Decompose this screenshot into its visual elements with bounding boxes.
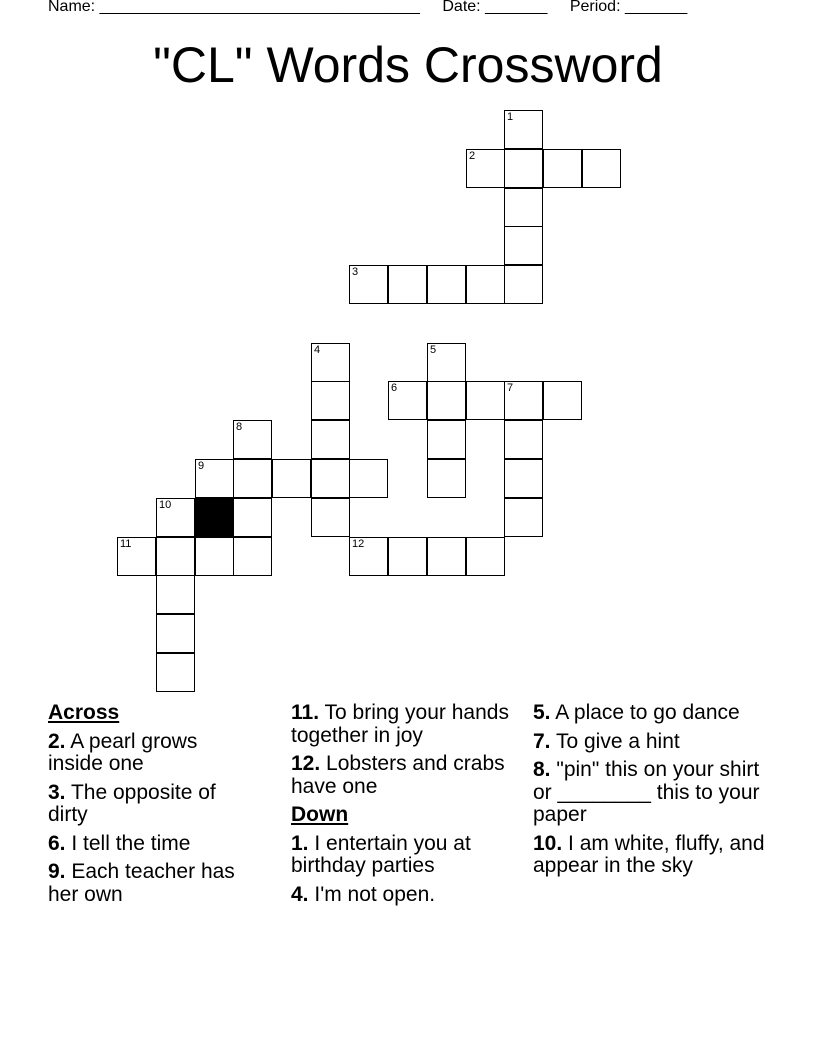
name-field: Name: ____________________________________ bbox=[48, 0, 420, 15]
clue-item-number: 2. bbox=[48, 729, 66, 753]
grid-cell[interactable] bbox=[233, 537, 272, 576]
grid-cell[interactable] bbox=[543, 149, 582, 188]
grid-cell[interactable] bbox=[156, 498, 195, 537]
period-field: Period: _______ bbox=[569, 0, 688, 15]
clue-number: 1 bbox=[507, 111, 514, 123]
down-heading: Down bbox=[291, 803, 349, 826]
grid-cell[interactable] bbox=[349, 459, 388, 498]
grid-cell[interactable] bbox=[195, 537, 234, 576]
grid-cell[interactable] bbox=[156, 537, 195, 576]
clue-number: 10 bbox=[159, 499, 172, 511]
clue-item-text: I am white, fluffy, and appear in the sky bbox=[533, 831, 765, 877]
across-heading: Across bbox=[48, 701, 120, 724]
clue-item-text: "pin" this on your shirt or ________ this to your paper bbox=[533, 758, 760, 826]
clue-item-text: To bring your hands together in joy bbox=[291, 701, 509, 747]
grid-cell[interactable] bbox=[195, 459, 234, 498]
clue-item-text: A pearl grows inside one bbox=[48, 729, 198, 775]
clue-item-number: 12. bbox=[291, 752, 321, 775]
grid-cell[interactable] bbox=[427, 537, 466, 576]
clue-item-text: A place to go dance bbox=[555, 701, 740, 724]
clue-item bbox=[533, 731, 783, 754]
grid-cell[interactable] bbox=[388, 381, 427, 420]
date-field: Date: _______ bbox=[442, 0, 548, 15]
grid-cell[interactable] bbox=[311, 498, 350, 537]
grid-cell[interactable] bbox=[543, 381, 582, 420]
clue-number: 3 bbox=[352, 266, 359, 278]
grid-cell[interactable] bbox=[466, 149, 505, 188]
grid-cell[interactable] bbox=[272, 459, 311, 498]
clue-number: 11 bbox=[120, 538, 132, 550]
grid-cell[interactable] bbox=[504, 110, 543, 149]
clue-item-text: The opposite of dirty bbox=[48, 780, 216, 826]
clue-item bbox=[291, 702, 516, 747]
grid-cell[interactable] bbox=[504, 149, 543, 188]
clue-item-number: 6. bbox=[48, 831, 66, 855]
grid-cell[interactable] bbox=[504, 420, 543, 459]
grid-cell[interactable] bbox=[504, 498, 543, 537]
grid-cell[interactable] bbox=[504, 459, 543, 498]
clue-column-3 bbox=[533, 702, 783, 884]
grid-cell[interactable] bbox=[233, 420, 272, 459]
clue-item bbox=[533, 759, 783, 827]
clue-number: 4 bbox=[314, 344, 321, 356]
page-title: "CL" Words Crossword bbox=[153, 37, 663, 93]
grid-cell[interactable] bbox=[233, 498, 272, 537]
grid-cell[interactable] bbox=[311, 381, 350, 420]
grid-cell[interactable] bbox=[311, 343, 350, 382]
clue-item bbox=[48, 731, 253, 776]
clue-item bbox=[48, 833, 253, 856]
clue-column-1 bbox=[48, 702, 253, 912]
grid-cell[interactable] bbox=[466, 265, 505, 304]
grid-cell[interactable] bbox=[427, 459, 466, 498]
clue-item bbox=[291, 753, 516, 798]
clue-item-text: I'm not open. bbox=[314, 882, 436, 906]
grid-cell[interactable] bbox=[582, 149, 621, 188]
clue-number: 6 bbox=[391, 382, 398, 394]
grid-cell[interactable] bbox=[349, 265, 388, 304]
clue-item-number: 1. bbox=[291, 831, 309, 855]
clue-item-number: 3. bbox=[48, 780, 66, 804]
clue-item-text: Lobsters and crabs have one bbox=[291, 752, 505, 798]
clue-number: 8 bbox=[236, 421, 243, 433]
clue-item bbox=[291, 833, 516, 878]
grid-cell[interactable] bbox=[504, 226, 543, 265]
clue-item-number: 9. bbox=[48, 860, 66, 883]
grid-cell[interactable] bbox=[156, 614, 195, 653]
clue-number: 5 bbox=[430, 344, 437, 356]
clue-item-text: I entertain you at birthday parties bbox=[291, 831, 471, 877]
clue-item-number: 10. bbox=[533, 831, 563, 855]
grid-cell[interactable] bbox=[466, 381, 505, 420]
clue-item-text: To give a hint bbox=[555, 729, 680, 753]
clue-item-text: I tell the time bbox=[71, 831, 191, 855]
grid-cell[interactable] bbox=[156, 653, 195, 692]
grid-cell[interactable] bbox=[466, 537, 505, 576]
clue-item bbox=[48, 861, 253, 906]
clue-item bbox=[533, 702, 783, 725]
clue-item-number: 8. bbox=[533, 758, 551, 781]
clue-item bbox=[533, 833, 783, 878]
grid-cell[interactable] bbox=[117, 537, 156, 576]
clue-item bbox=[291, 884, 516, 907]
grid-cell[interactable] bbox=[427, 265, 466, 304]
grid-cell[interactable] bbox=[311, 420, 350, 459]
grid-cell[interactable] bbox=[311, 459, 350, 498]
grid-cell[interactable] bbox=[388, 537, 427, 576]
clue-number: 9 bbox=[198, 460, 205, 472]
grid-cell[interactable] bbox=[504, 265, 543, 304]
clue-number: 12 bbox=[352, 538, 365, 550]
clue-item bbox=[48, 782, 253, 827]
clue-item-number: 4. bbox=[291, 882, 309, 906]
clue-item-text: Each teacher has her own bbox=[48, 860, 235, 906]
clue-number: 7 bbox=[507, 382, 514, 394]
grid-cell[interactable] bbox=[156, 575, 195, 614]
grid-cell[interactable] bbox=[427, 343, 466, 382]
clue-item-number: 11. bbox=[291, 701, 320, 724]
grid-cell[interactable] bbox=[504, 188, 543, 227]
clue-item-number: 7. bbox=[533, 729, 551, 753]
grid-cell[interactable] bbox=[349, 537, 388, 576]
grid-cell[interactable] bbox=[427, 420, 466, 459]
black-cell bbox=[195, 498, 234, 537]
clue-item-number: 5. bbox=[533, 701, 551, 724]
clue-number: 2 bbox=[469, 150, 476, 162]
clue-column-2 bbox=[291, 702, 516, 912]
grid-cell[interactable] bbox=[504, 381, 543, 420]
grid-cell[interactable] bbox=[427, 381, 466, 420]
grid-cell[interactable] bbox=[388, 265, 427, 304]
grid-cell[interactable] bbox=[233, 459, 272, 498]
